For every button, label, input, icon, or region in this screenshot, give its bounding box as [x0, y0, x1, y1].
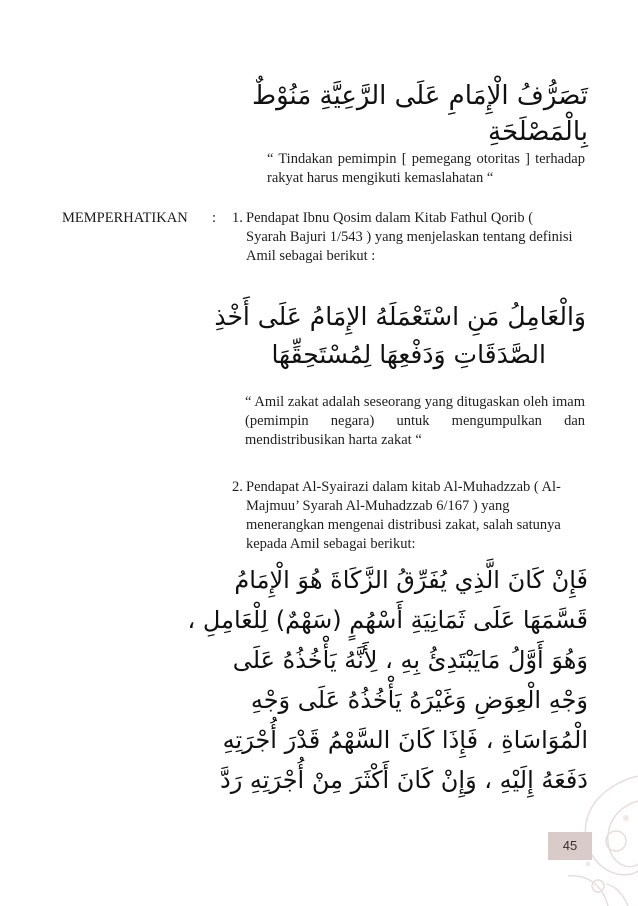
translation-1: “ Tindakan pemimpin [ pemegang otoritas ] terhadap rakyat harus mengikuti kemaslahatan “: [267, 151, 585, 186]
corner-ornament: [488, 746, 638, 906]
list-item-1: [232, 209, 577, 266]
list-item-1-number: 1.: [232, 210, 243, 226]
arabic-quote-1: [252, 78, 588, 150]
list-item-2: [232, 478, 577, 554]
list-item-2-number: 2.: [232, 479, 243, 495]
section-colon: :: [212, 210, 217, 226]
list-item-1-text: Pendapat Ibnu Qosim dalam Kitab Fathul Qorib ( Syarah Bajuri 1/543 ) yang menjelaskan tentang definisi Amil sebagai berikut :: [246, 210, 573, 264]
arabic-quote-3-line-3: وَهُوَ أَوَّلُ مَايَبْتَدِئُ بِهِ ، لِأَنَّهُ يَأْخُذُهُ عَلَى: [232, 646, 588, 674]
arabic-quote-2-line-1: وَالْعَامِلُ مَنِ اسْتَعْمَلَهُ الإِمَامُ عَلَى أَخْذِ: [214, 302, 586, 331]
list-item-2-text: Pendapat Al-Syairazi dalam kitab Al-Muhadzzab ( Al-Majmuu’ Syarah Al-Muhadzzab 6/167 ) yang menerangkan mengenai distribusi zakat, salah satunya kepada Amil sebagai berikut:: [246, 479, 561, 552]
arabic-quote-1-line-2: بِالْمَصْلَحَةِ: [488, 117, 588, 147]
arabic-quote-3-line-1: فَإِنْ كَانَ الَّذِي يُفَرِّقُ الزَّكَاةَ هُوَ الْإِمَامُ: [234, 566, 588, 594]
arabic-quote-3-line-6: دَفَعَهُ إِلَيْهِ ، وَإِنْ كَانَ أَكْثَرَ مِنْ أُجْرَتِهِ رَدَّ: [220, 766, 588, 794]
translation-2: “ Amil zakat adalah seseorang yang ditugaskan oleh imam (pemimpin negara) untuk mengumpulkan dan mendistribusikan harta zakat “: [245, 394, 585, 448]
arabic-quote-1-line-1: تَصَرُّفُ الْإِمَامِ عَلَى الرَّعِيَّةِ مَنُوْطٌ: [252, 81, 588, 111]
section-label: MEMPERHATIKAN: [62, 210, 188, 226]
arabic-quote-2: [214, 298, 586, 374]
arabic-quote-2-line-2: الصَّدَقَاتِ وَدَفْعِهَا لِمُسْتَحِقِّهَا: [271, 340, 546, 369]
arabic-quote-3-line-5: الْمُوَاسَاةِ ، فَإِذَا كَانَ السَّهْمُ قَدْرَ أُجْرَتِهِ: [222, 726, 588, 754]
swirl-ornament-icon: [488, 746, 638, 906]
arabic-quote-3-line-4: وَجْهِ الْعِوَضِ وَغَيْرَهُ يَأْخُذُهُ عَلَى وَجْهِ: [250, 686, 588, 714]
page-number: 45: [548, 832, 592, 860]
arabic-quote-3-line-2: قَسَّمَهَا عَلَى ثَمَانِيَةِ أَسْهُمٍ (سَهْمٌ) لِلْعَامِلِ ،: [187, 606, 588, 634]
